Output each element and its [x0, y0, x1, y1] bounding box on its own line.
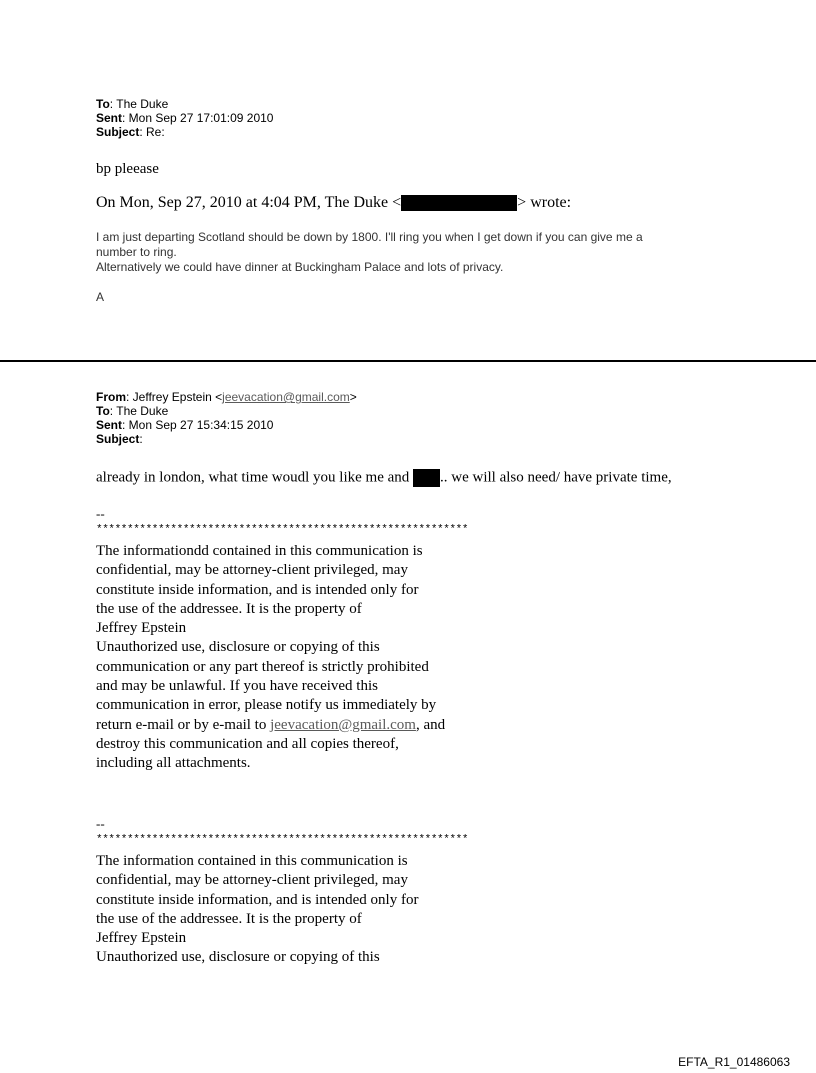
sig1-return-line: return e-mail or by e-mail to jeevacation@gmail.com, and [96, 716, 446, 733]
email1-sent: Sent: Mon Sep 27 17:01:09 2010 [96, 111, 274, 125]
email1-quoted-text: I am just departing Scotland should be down by 1800. I'll ring you when I get down if you can give me a number to ring. Alternatively we could have dinner at Buckingham Palace and lots of privacy. [96, 230, 643, 274]
email2-body: already in london, what time woudl you like me and .. we will also need/ have private time, [96, 469, 672, 486]
sig2-stars: ************************************************************ [96, 834, 469, 846]
sig1-dashes: -- [96, 506, 105, 521]
sig1-stars: ************************************************************ [96, 524, 469, 536]
email1-signoff: A [96, 290, 105, 304]
email2-header [96, 390, 357, 446]
email1-to: To: The Duke [96, 97, 169, 111]
email2-from-email-link[interactable]: jeevacation@gmail.com [222, 390, 350, 404]
sig1-email-link[interactable]: jeevacation@gmail.com [270, 716, 416, 733]
sig1-disclaimer: The informationdd contained in this communication is confidential, may be attorney-client privileged, may constitute inside information, and is intended only for the use of the addressee. It is the property of Jeffrey Epstein Unauthorized use, disclosure or copying of this communication or any part thereof is strictly prohibited and may be unlawful. If you have received this communication in error, please notify us immediately by return e-mail or by e-mail to jeevacation@gmail.com, and destroy this communication and all copies thereof, including all attachments. [96, 543, 446, 772]
email2-from: From: Jeffrey Epstein <jeevacation@gmail.com> [96, 390, 357, 404]
redaction-block [413, 469, 440, 487]
email1-header [96, 97, 273, 139]
document-id: EFTA_R1_01486063 [678, 1055, 790, 1069]
sig2-disclaimer: The information contained in this communication is confidential, may be attorney-client privileged, may constitute inside information, and is intended only for the use of the addressee. It is the property of Jeffrey Epstein Unauthorized use, disclosure or copying of this [96, 853, 419, 966]
email1-body: bp pleease [96, 161, 159, 177]
email2-to: To: The Duke [96, 404, 169, 418]
email2-subject: Subject: [96, 432, 143, 446]
redaction-block [401, 195, 517, 211]
email1-subject: Subject: Re: [96, 125, 165, 139]
email2-sent: Sent: Mon Sep 27 15:34:15 2010 [96, 418, 274, 432]
page-divider [0, 360, 816, 362]
email1-quote-header: On Mon, Sep 27, 2010 at 4:04 PM, The Duke < > wrote: [96, 194, 572, 211]
sig2-dashes: -- [96, 816, 105, 831]
